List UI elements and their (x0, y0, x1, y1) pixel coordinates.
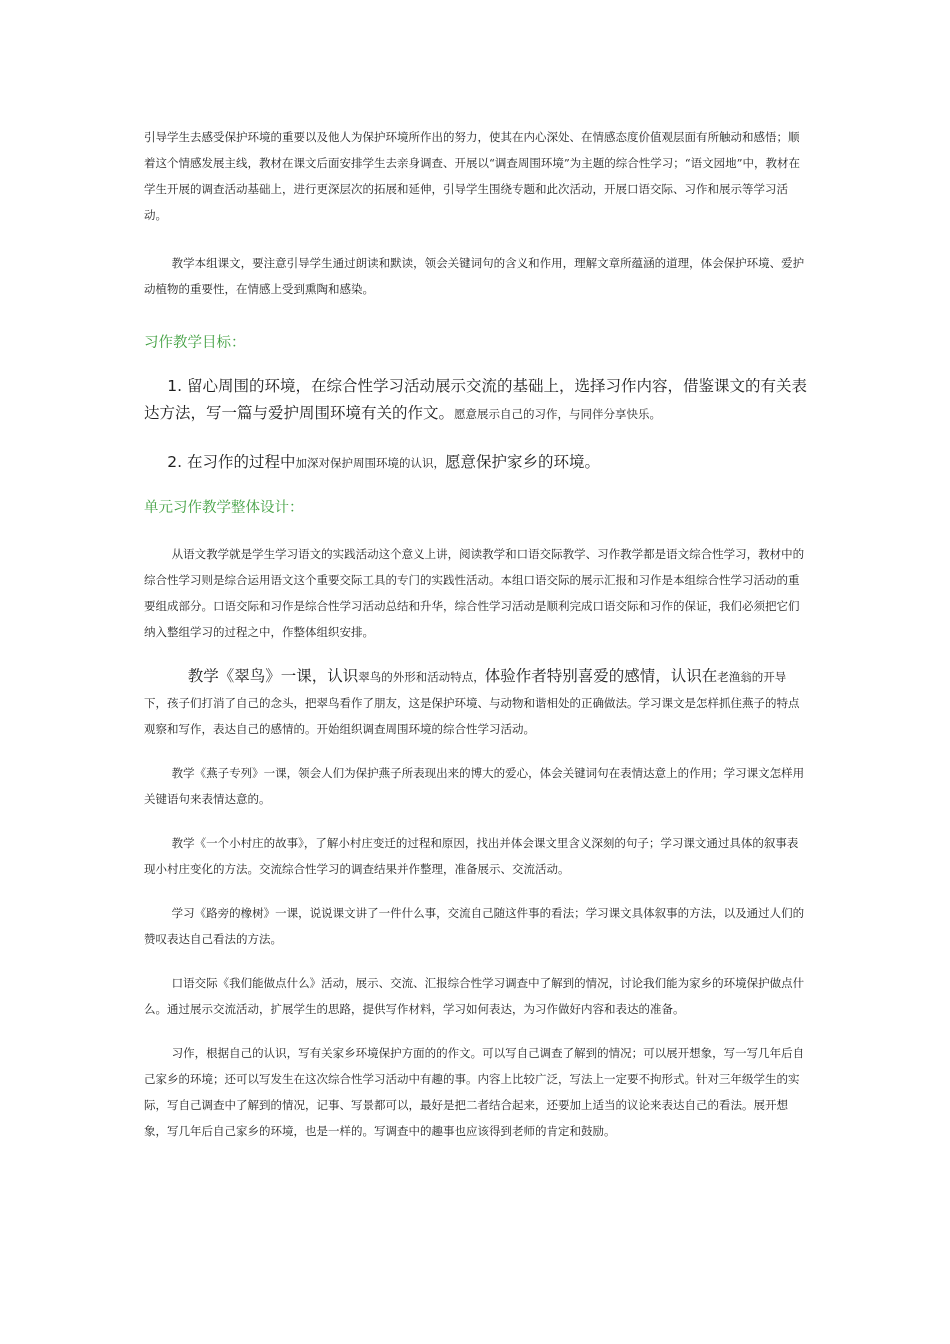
goal-2-note: 加深对保护周围环境的认识， (295, 456, 445, 470)
goals-heading: 习作教学目标： (144, 335, 246, 351)
goal-1-note: 愿意展示自己的习作，与同伴分享快乐。 (454, 407, 662, 421)
goal-2 (144, 449, 808, 477)
intro-paragraph: 引导学生去感受保护环境的重要以及他人为保护环境所作出的努力，使其在内心深处、在情感态度价值观层面有所触动和感悟；顺着这个情感发展主线，教材在课文后面安排学生去亲身调查、开展以“调查周围环境”为主题的综合性学习；“语文园地”中，教材在学生开展的调查活动基础上，进行更深层次的拓展和延伸，引导学生围绕专题和此次活动，开展口语交际、习作和展示等学习活动。 (144, 130, 801, 222)
design-paragraph-6: 口语交际《我们能做点什么》活动，展示、交流、汇报综合性学习调查中了解到的情况，讨论我们能为家乡的环境保护做点什么。通过展示交流活动，扩展学生的思路，提供写作材料，学习如何表达，为习作做好内容和表达的准备。 (144, 976, 805, 1016)
design-paragraph-2 (144, 663, 808, 742)
goal-1 (144, 373, 808, 428)
document-body (144, 124, 808, 1144)
design-paragraph-1: 从语文教学就是学生学习语文的实践活动这个意义上讲，阅读教学和口语交际教学、习作教学都是语文综合性学习，教材中的综合性学习则是综合运用语文这个重要交际工具的专门的实践性活动。本组口语交际的展示汇报和习作是本组综合性学习活动的重要组成部分。口语交际和习作是综合性学习活动总结和升华，综合性学习活动是顺利完成口语交际和习作的保证，我们必须把它们纳入整组学习的过程之中，作整体组织安排。 (144, 547, 805, 639)
design-p2-part-b: 翠鸟的外形和活动特点， (358, 670, 485, 684)
goal-2-text-b: 愿意保护家乡的环境。 (445, 453, 601, 471)
goal-1-text: 留心周围的环境，在综合性学习活动展示交流的基础上，选择习作内容，借鉴课文的有关表达方法，写一篇与爱护周围环境有关的作文。 (144, 377, 807, 422)
design-heading: 单元习作教学整体设计： (144, 500, 304, 516)
design-paragraph-5: 学习《路旁的橡树》一课，说说课文讲了一件什么事，交流自己随这件事的看法；学习课文具体叙事的方法，以及通过人们的赞叹表达自己看法的方法。 (144, 906, 805, 946)
goal-1-number: 1. (167, 377, 183, 395)
teaching-paragraph: 教学本组课文，要注意引导学生通过朗读和默读，领会关键词句的含义和作用，理解文章所蕴涵的道理，体会保护环境、爱护动植物的重要性，在情感上受到熏陶和感染。 (144, 256, 805, 296)
design-p2-part-c: 体验作者特别喜爱的感情，认识在 (484, 667, 718, 685)
design-p2-part-d: 老渔翁的开导下，孩子们打消了自己的念头，把翠鸟看作了朋友，这是保护环境、与动物和谐相处的正确做法。学习课文是怎样抓住燕子的特点观察和写作，表达自己的感情的。开始组织调查周围环境的综合性学习活动。 (144, 670, 800, 736)
goal-2-number: 2. (167, 453, 183, 471)
design-p2-part-a: 教学《翠鸟》一课，认识 (187, 667, 359, 685)
design-paragraph-7: 习作，根据自己的认识，写有关家乡环境保护方面的的作文。可以写自己调查了解到的情况；可以展开想象，写一写几年后自己家乡的环境；还可以写发生在这次综合性学习活动中有趣的事。内容上比较广泛，写法上一定要不拘形式。针对三年级学生的实际，写自己调查中了解到的情况，记事、写景都可以，最好是把二者结合起来，还要加上适当的议论来表达自己的看法。展开想象，写几年后自己家乡的环境，也是一样的。写调查中的趣事也应该得到老师的肯定和鼓励。 (144, 1046, 805, 1138)
goal-2-text-a: 在习作的过程中 (186, 453, 296, 471)
design-paragraph-4: 教学《一个小村庄的故事》，了解小村庄变迁的过程和原因，找出并体会课文里含义深刻的句子；学习课文通过具体的叙事表现小村庄变化的方法。交流综合性学习的调查结果并作整理，准备展示、交流活动。 (144, 836, 799, 876)
design-paragraph-3: 教学《燕子专列》一课，领会人们为保护燕子所表现出来的博大的爱心，体会关键词句在表情达意上的作用；学习课文怎样用关键语句来表情达意的。 (144, 766, 805, 806)
